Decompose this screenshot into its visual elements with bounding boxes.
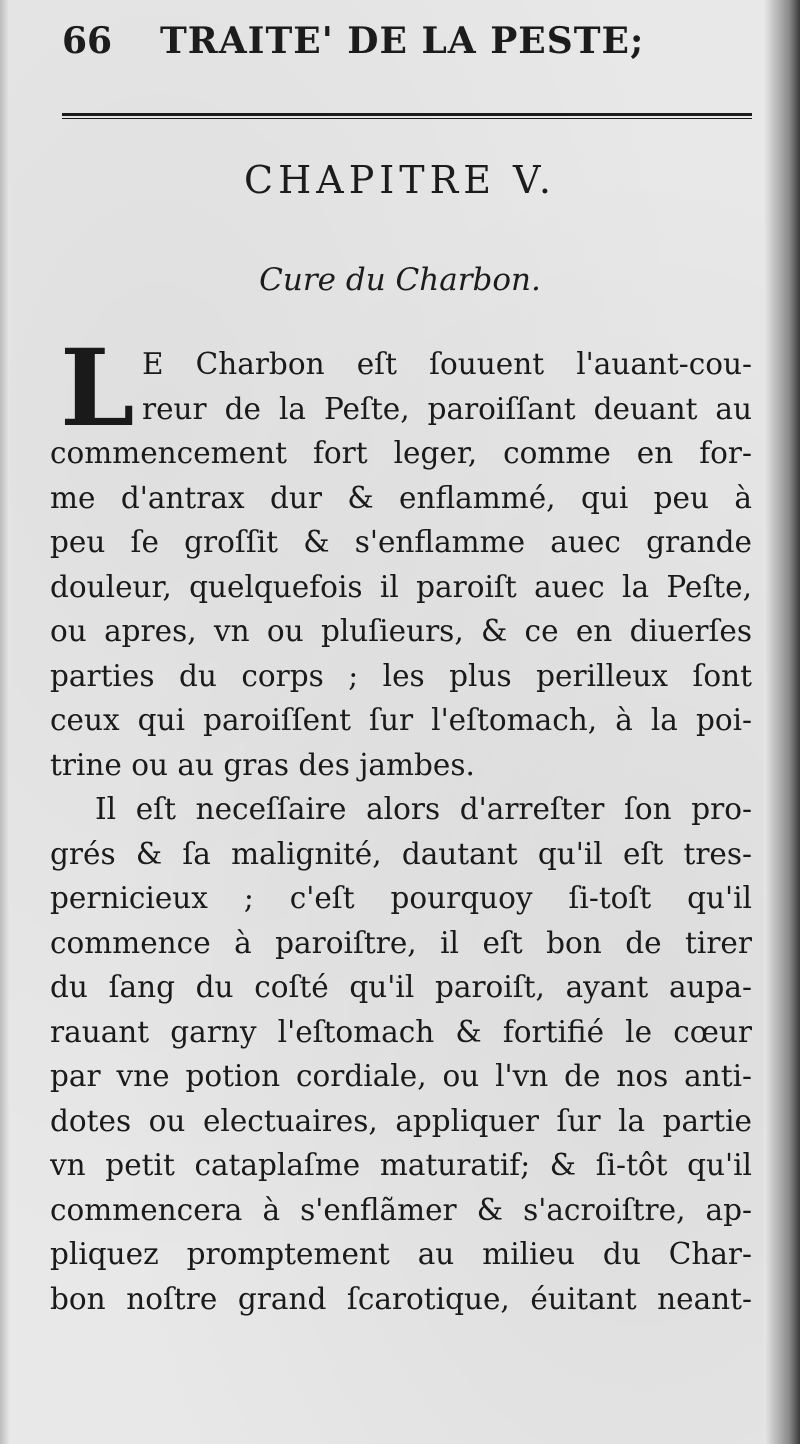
text-line: me d'antrax dur & enflammé, qui peu à	[50, 480, 752, 515]
text-line: commence à paroiſtre, il eſt bon de tirer	[50, 925, 752, 960]
text-line: douleur, quelquefois il paroiſt auec la Peſte,	[50, 569, 752, 604]
text-line: vn petit cataplaſme maturatif; & ſi-tôt qu'il	[50, 1148, 752, 1182]
text-line: parties du corps ; les plus perilleux ſont	[50, 658, 752, 693]
page-gutter-shadow	[764, 0, 800, 1444]
header-rule	[62, 113, 752, 119]
body-text	[50, 325, 752, 1321]
text-line: bon noſtre grand ſcarotique, éuitant neant-	[50, 1281, 752, 1316]
text-line: rauant garny l'eſtomach & fortifié le cœur	[50, 1014, 752, 1049]
text-line: trine ou au gras des jambes.	[50, 747, 475, 782]
text-line: commencera à s'enflãmer & s'acroiſtre, ap-	[50, 1192, 752, 1227]
running-title: TRAITE' DE LA PESTE;	[160, 20, 645, 62]
text-line: du ſang du coſté qu'il paroiſt, ayant aupa-	[50, 970, 752, 1004]
text-line: dotes ou electuaires, appliquer ſur la partie	[50, 1103, 752, 1138]
text-line: grés & ſa malignité, dautant qu'il eſt tres-	[50, 836, 752, 871]
text-line: ceux qui paroiſſent ſur l'eſtomach, à la poi-	[50, 703, 752, 737]
text-line: par vne potion cordiale, ou l'vn de nos anti-	[50, 1059, 752, 1093]
chapter-subtitle: Cure du Charbon.	[259, 262, 541, 298]
page-header	[62, 20, 752, 70]
paragraph-2	[50, 787, 752, 1321]
text-line: ou apres, vn ou pluſieurs, & ce en diuerſes	[50, 614, 752, 648]
page-number: 66	[62, 20, 113, 62]
paragraph-1	[50, 342, 752, 787]
text-line: pernicieux ; c'eſt pourquoy ſi-toſt qu'il	[50, 881, 752, 915]
chapter-title: CHAPITRE V.	[244, 158, 556, 202]
text-line: pliquez promptement au milieu du Char-	[50, 1237, 752, 1271]
drop-cap: L	[60, 325, 135, 450]
text-line: peu ſe groſſit & s'enflamme auec grande	[50, 525, 752, 559]
text-line: reur de la Peſte, paroiſſant deuant au	[142, 391, 752, 426]
text-line: E Charbon eſt ſouuent l'auant-cou-	[142, 347, 752, 381]
text-line: commencement fort leger, comme en for-	[50, 436, 752, 470]
text-line: Il eſt neceſſaire alors d'arreſter ſon pro-	[95, 792, 752, 826]
page-left-edge	[0, 0, 10, 1444]
